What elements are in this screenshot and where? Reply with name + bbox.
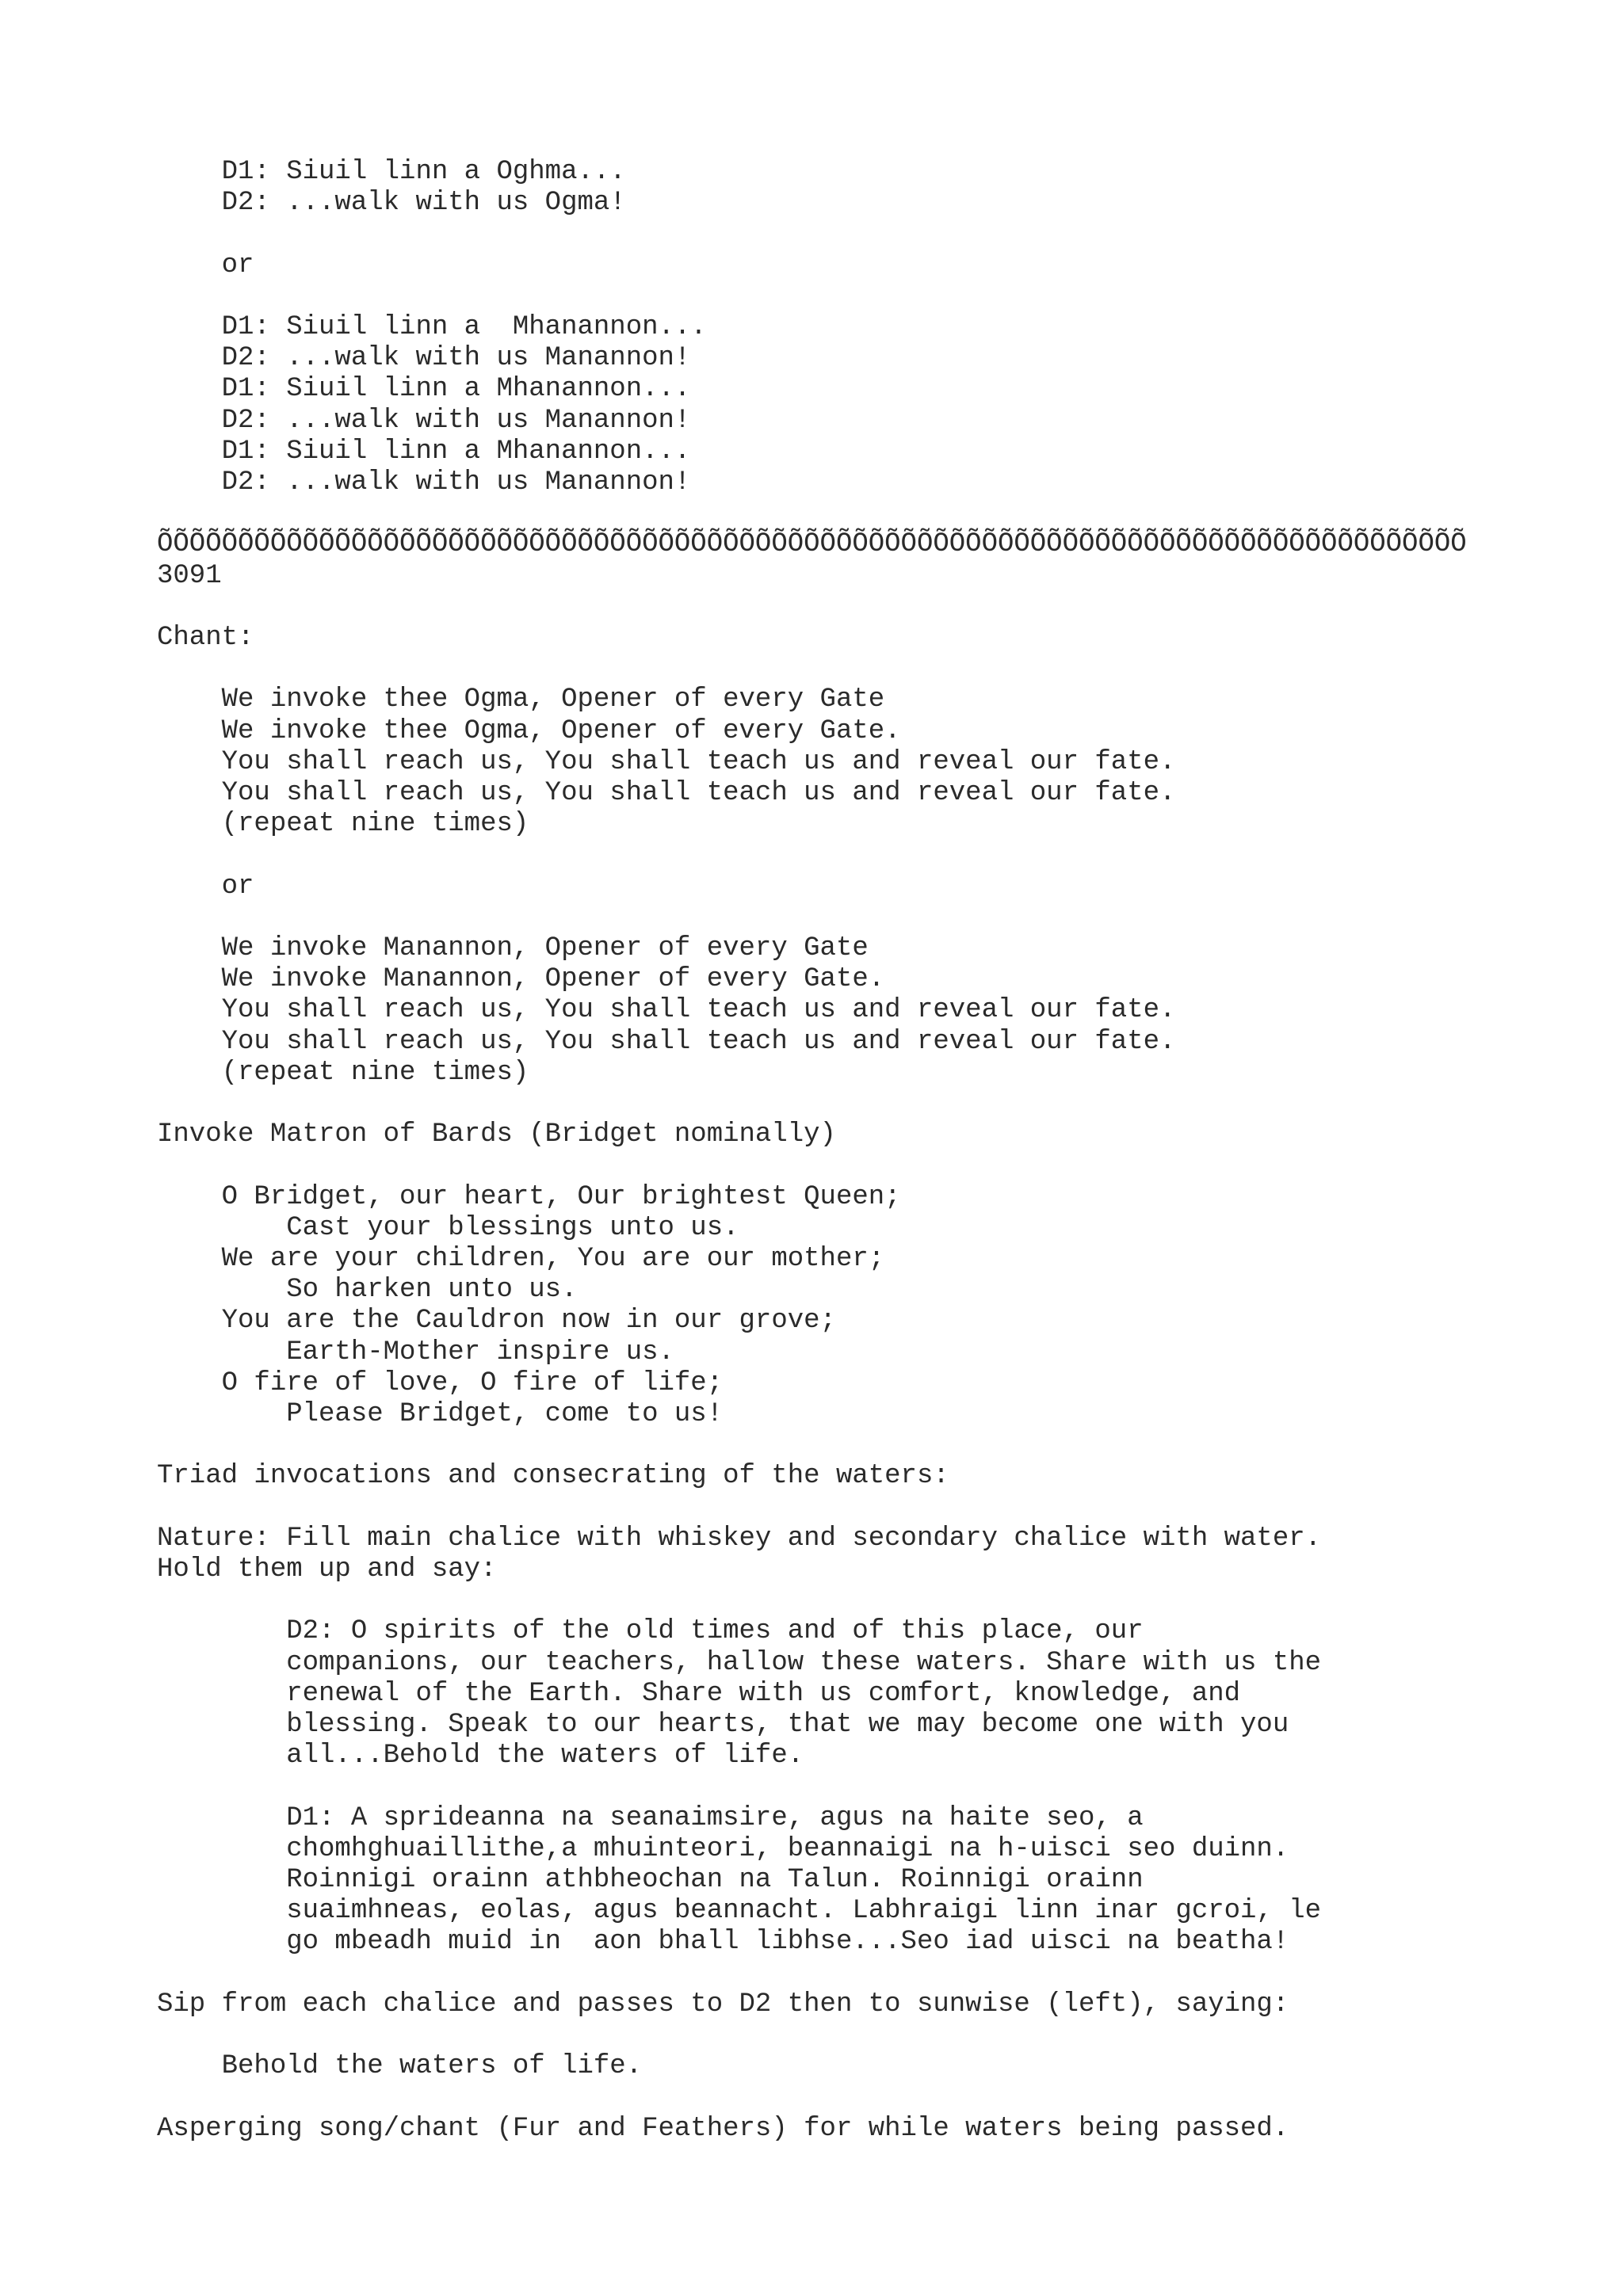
text-line: go mbeadh muid in aon bhall libhse...Seo iad uisci na beatha! xyxy=(157,1927,1289,1958)
text-line: You shall reach us, You shall teach us and reveal our fate. xyxy=(157,778,1176,808)
text-line: renewal of the Earth. Share with us comfort, knowledge, and xyxy=(157,1678,1241,1709)
text-line: So harken unto us. xyxy=(157,1275,578,1306)
text-line: Behold the waters of life. xyxy=(157,2051,643,2082)
text-line: Sip from each chalice and passes to D2 then to sunwise (left), saying: xyxy=(157,1989,1289,2019)
text-line: (repeat nine times) xyxy=(157,809,529,840)
text-line: companions, our teachers, hallow these waters. Share with us the xyxy=(157,1647,1322,1678)
text-line: Earth-Mother inspire us. xyxy=(157,1337,674,1367)
text-line: Nature: Fill main chalice with whiskey and secondary chalice with water. xyxy=(157,1523,1322,1554)
text-line: (repeat nine times) xyxy=(157,1057,529,1088)
text-line: D2: ...walk with us Ogma! xyxy=(157,188,626,219)
text-line: We invoke thee Ogma, Opener of every Gate xyxy=(157,685,885,715)
text-line: Asperging song/chant (Fur and Feathers) for while waters being passed. xyxy=(157,2113,1289,2144)
text-line: Cast your blessings unto us. xyxy=(157,1212,739,1243)
text-line: Roinnigi orainn athbheochan na Talun. Roinnigi orainn xyxy=(157,1865,1144,1895)
text-line: We invoke Manannon, Opener of every Gate. xyxy=(157,964,885,995)
text-line: blessing. Speak to our hearts, that we may become one with you xyxy=(157,1710,1289,1740)
text-line: chomhghuaillithe,a mhuinteori, beannaigi na h-uisci seo duinn. xyxy=(157,1833,1289,1864)
text-line: Hold them up and say: xyxy=(157,1554,497,1585)
text-line: D2: ...walk with us Manannon! xyxy=(157,467,691,498)
text-line: or xyxy=(157,250,254,280)
text-line: D1: Siuil linn a Mhanannon... xyxy=(157,374,691,405)
text-line: You shall reach us, You shall teach us and reveal our fate. xyxy=(157,746,1176,777)
text-line: suaimhneas, eolas, agus beannacht. Labhraigi linn inar gcroi, le xyxy=(157,1896,1322,1927)
section-heading: Chant: xyxy=(157,623,254,653)
text-line: You shall reach us, You shall teach us and reveal our fate. xyxy=(157,1026,1176,1057)
section-heading: Triad invocations and consecrating of the waters: xyxy=(157,1461,949,1492)
text-line: You shall reach us, You shall teach us and reveal our fate. xyxy=(157,995,1176,1026)
text-line: all...Behold the waters of life. xyxy=(157,1741,804,1772)
section-heading: Invoke Matron of Bards (Bridget nominally) xyxy=(157,1119,836,1150)
text-line: We invoke Manannon, Opener of every Gate xyxy=(157,933,869,963)
text-line: D2: ...walk with us Manannon! xyxy=(157,343,691,374)
text-line: D1: Siuil linn a Oghma... xyxy=(157,157,626,187)
text-line: We are your children, You are our mother; xyxy=(157,1244,885,1274)
text-line: You are the Cauldron now in our grove; xyxy=(157,1306,836,1337)
page-number: 3091 xyxy=(157,560,222,591)
text-line: Please Bridget, come to us! xyxy=(157,1399,724,1429)
text-line: O fire of love, O fire of life; xyxy=(157,1367,724,1398)
text-line: D1: Siuil linn a Mhanannon... xyxy=(157,312,707,342)
text-line: We invoke thee Ogma, Opener of every Gate. xyxy=(157,715,901,746)
text-line: O Bridget, our heart, Our brightest Queen; xyxy=(157,1181,901,1212)
text-line: or xyxy=(157,871,254,902)
text-line: D2: O spirits of the old times and of this place, our xyxy=(157,1616,1144,1647)
text-line: D2: ...walk with us Manannon! xyxy=(157,405,691,436)
text-line: D1: Siuil linn a Mhanannon... xyxy=(157,436,691,467)
text-line: D1: A sprideanna na seanaimsire, agus na haite seo, a xyxy=(157,1802,1144,1833)
separator-line: ÕÕÕÕÕÕÕÕÕÕÕÕÕÕÕÕÕÕÕÕÕÕÕÕÕÕÕÕÕÕÕÕÕÕÕÕÕÕÕÕÕÕÕÕÕÕÕÕÕÕÕÕÕÕÕÕÕÕÕÕÕÕÕÕÕÕÕÕÕÕÕÕÕÕÕÕÕÕÕÕÕ xyxy=(157,529,1467,560)
